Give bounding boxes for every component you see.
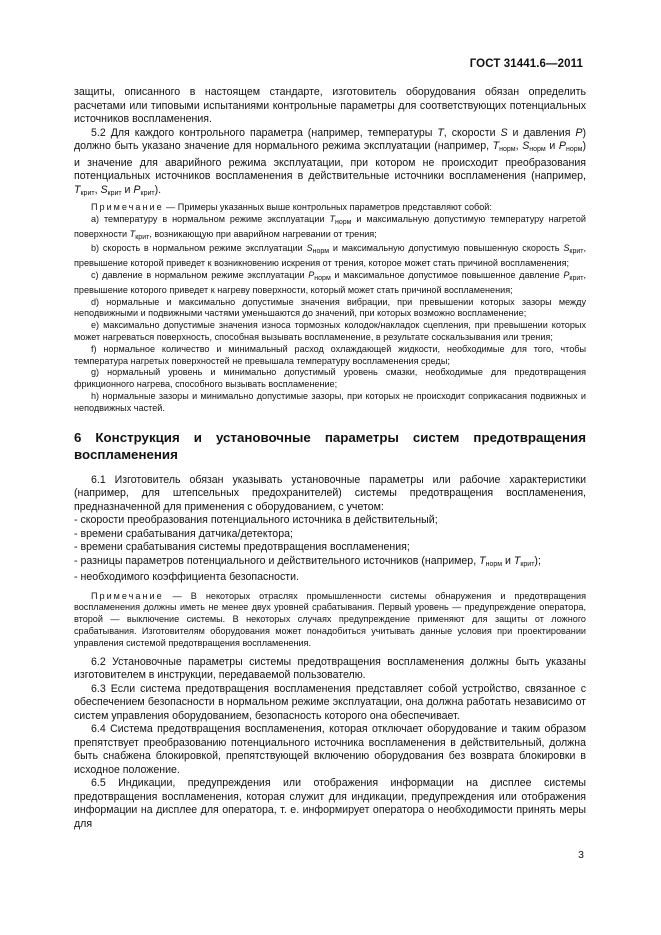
list-item-2: - времени срабатывания датчика/детектора; <box>74 527 293 540</box>
list-item-3: - времени срабатывания системы предотвращения воспламенения; <box>74 541 410 554</box>
intro-paragraph: защиты, описанного в настоящем стандарте, изготовитель оборудования обязан определить расчетами или типовыми испытаниями контрольные параметры для соответствующих потенциальных источников воспламенения. <box>74 86 586 125</box>
paragraph-5-2: 5.2 Для каждого контрольного параметра (например, температуры T, скорости S и давления P) должно быть указано значение для нормального режима эксплуатации (например, $T_{норм}$, $S_{норм}$ и $P_{норм}$) и значение для аварийного режима эксплуатации, при котором не происходит преобразования потенциальных источников воспламенения в действительные источники воспламенения (например, $T_{крит}$, $S_{крит}$ и $P_{крит}$). <box>74 126 586 197</box>
note-1-intro: Примечание — Примеры указанных выше контрольных параметров представляют собой: <box>91 202 492 212</box>
note-2: Примечание — В некоторых отраслях промышленности системы обнаружения и предотвращения воспламенения должны иметь не менее двух уровней срабатывания. Первый уровень — предупреждение оператора, второй — выключение системы. В некоторых случаях предупреждение применяют для защиты от ложного срабатывания. Изготовителям оборудования может понадобиться учитывать данные условия при проектировании управления системой предотвращения воспламенения. <box>74 590 586 648</box>
paragraph-6-1: 6.1 Изготовитель обязан указывать установочные параметры или рабочие характеристики (например, для штепсельных предохранителей) системы предотвращения воспламенения, предназначенной для применения с оборудованием, с учетом: <box>74 473 586 513</box>
paragraph-6-4: 6.4 Система предотвращения воспламенения, которая отключает оборудование и таким образом препятствует преобразованию потенциального источника воспламенения в действительный, должна быть снабжена блокировкой, препятствующей включению оборудования без возврата блокировки в исходное положение. <box>74 723 586 776</box>
page-number: 3 <box>578 849 584 861</box>
paragraph-6-2: 6.2 Установочные параметры системы предотвращения воспламенения должны быть указаны изготовителем в инструкции, передаваемой пользователю. <box>74 655 586 682</box>
list-item-1: - скорости преобразования потенциального источника в действительный; <box>74 514 438 527</box>
note-1-item-c: c) давление в нормальном режиме эксплуатации $P_{норм}$ и максимальное допустимое повышенное давление $P_{крит}$, превышение которого приведет к нагреву поверхности, который может стать причиной воспламенения; <box>74 269 586 295</box>
document-code: ГОСТ 31441.6—2011 <box>469 58 583 70</box>
note-1-item-g: g) нормальный уровень и минимально допустимый уровень смазки, необходимые для предотвращения фрикционного нагрева, способного вызывать воспламенение; <box>74 367 586 390</box>
page-body <box>74 86 586 831</box>
section-6-heading: 6 Конструкция и установочные параметры систем предотвращения воспламенения <box>74 429 586 462</box>
paragraph-6-5: 6.5 Индикации, предупреждения или отображения информации на дисплее системы предотвращения воспламенения, которая служит для индикации, предупреждения или отображения информации на дисплее для оператора, т. е. информирует оператора о необходимости принять меры для <box>74 777 586 830</box>
note-1-item-b: b) скорость в нормальном режиме эксплуатации $S_{норм}$ и максимальную допустимую повышенную скорость $S_{крит}$, превышение которой приведет к возникновению искрения от трения, которое может стать причиной воспламенения; <box>74 243 587 269</box>
paragraph-6-3: 6.3 Если система предотвращения воспламенения представляет собой устройство, связанное с обеспечением безопасности в нормальном режиме эксплуатации, она должна работать независимо от систем управления оборудованием, безопасность которого она обеспечивает. <box>74 682 586 722</box>
list-item-5: - необходимого коэффициента безопасности. <box>74 571 300 584</box>
note-1-item-d: d) нормальные и максимально допустимые значения вибрации, при превышении которых зазоры между неподвижными и подвижными частями уменьшаются до значений, при которых возможно воспламенение; <box>74 296 586 319</box>
note-1-item-e: e) максимально допустимые значения износа тормозных колодок/накладок сцепления, при превышении которых может нагреваться поверхность, способная вызывать воспламенение, в результате соскальзывания или трения; <box>74 320 586 342</box>
note-1-item-a: a) температуру в нормальном режиме эксплуатации $T_{норм}$ и максимальную допустимую температуру нагретой поверхности $T_{крит}$, возникающую при аварийном нагревании от трения; <box>74 213 586 241</box>
note-1-item-f: f) нормальное количество и минимальный расход охлаждающей жидкости, необходимые для того, чтобы температура нагретых поверхностей не превышала температуру воспламенения среды; <box>74 343 586 366</box>
note-1-item-h: h) нормальные зазоры и минимально допустимые зазоры, при которых не происходит соприкасания подвижных и неподвижных частей. <box>74 390 586 413</box>
list-item-4: - разницы параметров потенциального и действительного источников (например, $T_{норм}$ и $T_{крит}$); <box>74 554 541 568</box>
